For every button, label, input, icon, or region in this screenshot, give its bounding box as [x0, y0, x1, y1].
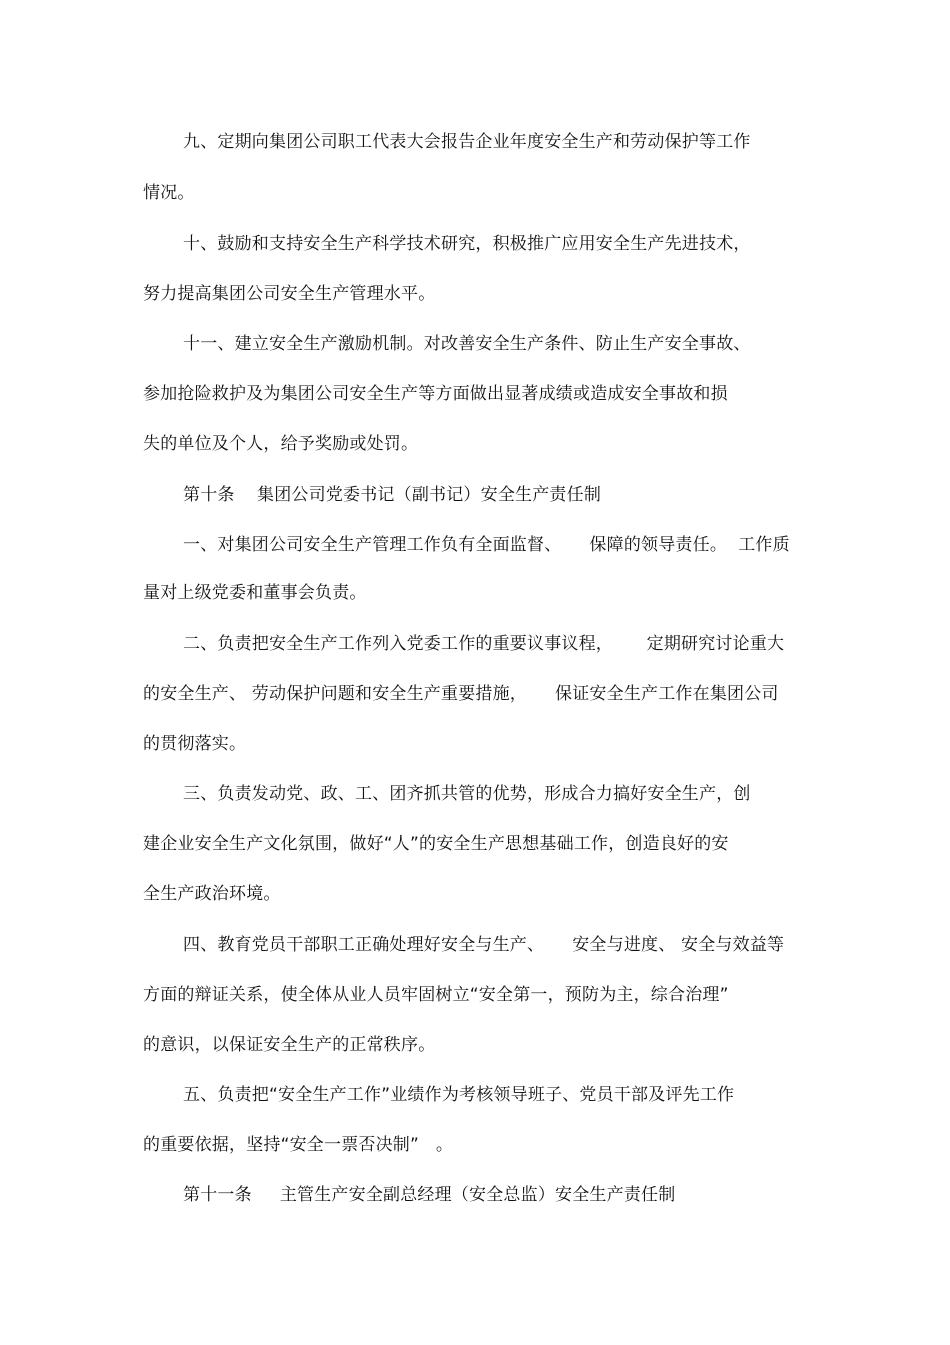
paragraph-line: 全生产政治环境。: [143, 884, 281, 904]
paragraph-line: 一、对集团公司安全生产管理工作负有全面监督、 保障的领导责任。 工作质: [183, 535, 790, 555]
paragraph-line: 九、定期向集团公司职工代表大会报告企业年度安全生产和劳动保护等工作: [183, 132, 751, 152]
paragraph-line: 十、鼓励和支持安全生产科学技术研究，积极推广应用安全生产先进技术，: [183, 234, 751, 254]
paragraph-line: 参加抢险救护及为集团公司安全生产等方面做出显著成绩或造成安全事故和损: [143, 384, 728, 404]
paragraph-line: 三、负责发动党、政、工、团齐抓共管的优势，形成合力搞好安全生产，创: [183, 784, 751, 804]
paragraph-line: 五、负责把“安全生产工作”业绩作为考核领导班子、党员干部及评先工作: [183, 1085, 735, 1105]
paragraph-line: 的安全生产、 劳动保护问题和安全生产重要措施， 保证安全生产工作在集团公司: [143, 684, 779, 704]
paragraph-line: 二、负责把安全生产工作列入党委工作的重要议事议程， 定期研究讨论重大: [183, 634, 785, 654]
paragraph-line: 努力提高集团公司安全生产管理水平。: [143, 284, 436, 304]
paragraph-line: 四、教育党员干部职工正确处理好安全与生产、 安全与进度、 安全与效益等: [183, 935, 785, 955]
paragraph-line: 量对上级党委和董事会负责。: [143, 583, 367, 603]
paragraph-line: 的意识，以保证安全生产的正常秩序。: [143, 1035, 436, 1055]
paragraph-line: 失的单位及个人，给予奖励或处罚。: [143, 434, 419, 454]
paragraph-line: 的重要依据，坚持“安全一票否决制” 。: [143, 1135, 454, 1155]
paragraph-line: 方面的辩证关系，使全体从业人员牢固树立“安全第一，预防为主，综合治理”: [143, 985, 729, 1005]
paragraph-line: 十一、建立安全生产激励机制。对改善安全生产条件、防止生产安全事故、: [183, 334, 751, 354]
paragraph-line: 情况。: [143, 183, 195, 203]
article-heading: 第十条 集团公司党委书记（副书记）安全生产责任制: [183, 485, 602, 505]
paragraph-line: 建企业安全生产文化氛围，做好“人”的安全生产思想基础工作，创造良好的安: [143, 834, 729, 854]
article-heading: 第十一条 主管生产安全副总经理（安全总监）安全生产责任制: [183, 1185, 676, 1205]
paragraph-line: 的贯彻落实。: [143, 734, 247, 754]
